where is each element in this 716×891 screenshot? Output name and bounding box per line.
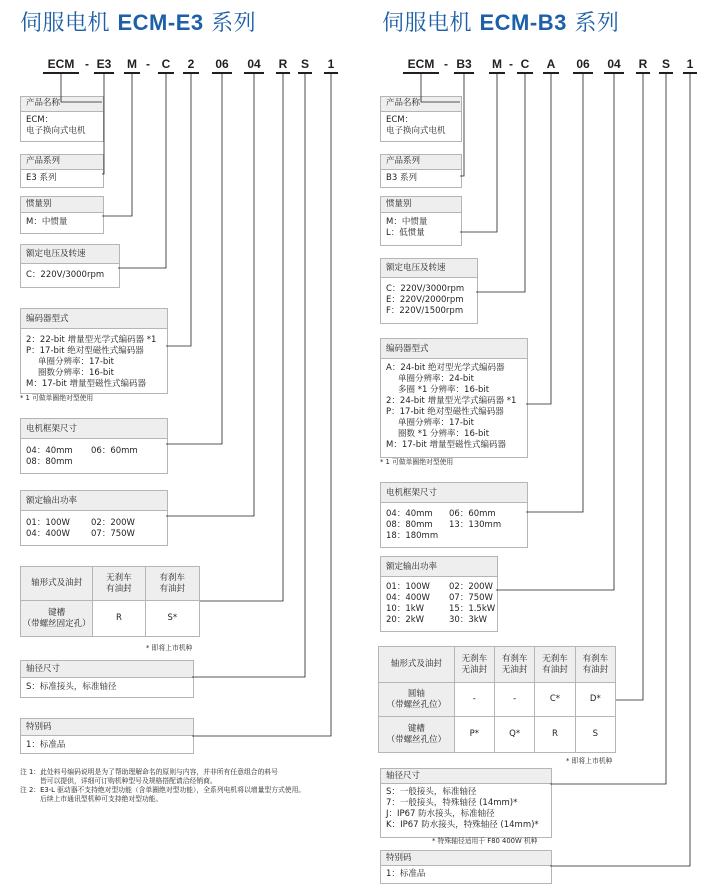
shaft-table-footnote: * 即将上市机种 [146, 644, 193, 652]
box-line: B3 系列 [386, 173, 417, 183]
code-segment: 1 [327, 57, 335, 71]
code-dash: - [444, 57, 448, 71]
box-header: 编码器型式 [386, 344, 429, 354]
box-header: 轴径尺寸 [26, 664, 61, 674]
table-cell: S* [145, 601, 199, 637]
left-title-suffix: 系列 [203, 11, 257, 36]
code-segment: 2 [187, 57, 195, 71]
box-line: 04：40mm [386, 509, 433, 519]
box-line: 01：100W [26, 518, 70, 528]
table-row-label: 键槽 （带螺丝孔位） [379, 717, 455, 753]
box-line: 15：1.5kW [449, 604, 496, 614]
box-line: C：220V/3000rpm [26, 270, 105, 280]
table-cell: Q* [494, 717, 534, 753]
box-line: 1：标准品 [386, 869, 426, 879]
box-line: ECM： [386, 115, 414, 125]
table-header: 无刹车 有油封 [93, 567, 145, 601]
box-line: M：17-bit 增量型磁性式编码器 [26, 379, 147, 389]
table-header: 有刹车 有油封 [145, 567, 199, 601]
footnote-line: 后续上市通讯型机种可支持绝对型功能。 [40, 795, 163, 803]
shaft-diameter-footnote: * 特殊轴径适用于 F80 400W 机种 [432, 837, 538, 845]
code-segment: B3 [456, 57, 472, 71]
box-line: L：低惯量 [386, 228, 425, 238]
code-segment: S [300, 57, 309, 71]
box-header: 特别码 [386, 853, 412, 863]
box-line: 2：24-bit 增量型光学式编码器 *1 [386, 396, 517, 406]
box-header: 额定电压及转速 [386, 263, 446, 273]
right-title-prefix: 伺服电机 [382, 11, 480, 36]
code-segment: M [492, 57, 502, 71]
box-line: 04：40mm [26, 446, 73, 456]
box-line: M：中惯量 [386, 217, 428, 227]
box-line: 圈数 *1 分辨率：16-bit [398, 429, 490, 439]
box-header: 电机框架尺寸 [386, 488, 438, 498]
box-line: 10：1kW [386, 604, 425, 614]
box-line: 06：60mm [91, 446, 138, 456]
box-line: 7：一般接头，特殊轴径 (14mm)* [386, 798, 518, 808]
code-segment: 04 [247, 57, 261, 71]
code-segment: 1 [686, 57, 694, 71]
code-segment: E3 [96, 57, 112, 71]
box-header: 额定输出功率 [26, 496, 78, 506]
box-line: P：17-bit 绝对型磁性式编码器 [386, 407, 504, 417]
table-header: 轴形式及油封 [379, 647, 455, 683]
box-line: 单圈分辨率：24-bit [398, 374, 474, 384]
code-segment: R [638, 57, 648, 71]
box-line: 30：3kW [449, 615, 488, 625]
table-header: 无刹车 有油封 [535, 647, 575, 683]
right-title-model: ECM-B3 [479, 10, 567, 35]
code-segment: C [520, 57, 530, 71]
table-cell: D* [575, 683, 615, 717]
left-title-model: ECM-E3 [117, 10, 204, 35]
box-header: 产品系列 [386, 156, 421, 166]
box-line: 08：80mm [386, 520, 433, 530]
code-segment: 06 [576, 57, 590, 71]
box-line: 单圈分辨率：17-bit [398, 418, 474, 428]
box-line: 01：100W [386, 582, 430, 592]
table-cell: S [575, 717, 615, 753]
box-header: 惯量别 [386, 199, 412, 209]
box-line: 02：200W [449, 582, 493, 592]
footnote-line: 注 1：此处料号编码说明是为了帮助理解命名的原则与内容，并非所有任意组合的料号 [20, 768, 278, 776]
table-header: 有刹车 有油封 [575, 647, 615, 683]
table-header: 有刹车 无油封 [494, 647, 534, 683]
box-line: 08：80mm [26, 457, 73, 467]
box-line: 13：130mm [449, 520, 502, 530]
code-segment: 04 [607, 57, 621, 71]
box-line: 电子换向式电机 [26, 126, 86, 136]
code-segment: S [661, 57, 670, 71]
shaft-table-footnote: * 即将上市机种 [566, 757, 613, 765]
box-header: 产品名称 [386, 98, 421, 108]
box-line: 1：标准品 [26, 740, 66, 750]
code-dash: - [85, 57, 89, 71]
box-header: 编码器型式 [26, 314, 69, 324]
box-line: 06：60mm [449, 509, 496, 519]
encoder-footnote: * 1 可做单圈绝对型使用 [380, 458, 454, 466]
right-title-suffix: 系列 [566, 11, 620, 36]
box-line: M：中惯量 [26, 217, 68, 227]
table-cell: C* [535, 683, 575, 717]
code-segment: 06 [215, 57, 229, 71]
box-line: A：24-bit 绝对型光学式编码器 [386, 363, 505, 373]
code-segment: R [278, 57, 288, 71]
code-segment: A [546, 57, 556, 71]
box-line: 多圈 *1 分辨率：16-bit [398, 385, 490, 395]
box-header: 产品系列 [26, 156, 61, 166]
box-line: K：IP67 防水接头，特殊轴径 (14mm)* [386, 820, 539, 830]
table-cell: R [93, 601, 145, 637]
box-line: F：220V/1500rpm [386, 306, 464, 316]
table-cell: P* [454, 717, 494, 753]
code-segment: ECM [407, 57, 435, 71]
code-segment: C [161, 57, 171, 71]
box-line: 04：400W [26, 529, 70, 539]
box-line: 圈数分辨率：16-bit [38, 368, 114, 378]
box-line: S：标准接头，标准轴径 [26, 682, 117, 692]
box-header: 轴径尺寸 [386, 771, 421, 781]
left-title-prefix: 伺服电机 [20, 11, 118, 36]
box-line: M：17-bit 增量型磁性式编码器 [386, 440, 507, 450]
encoder-footnote: * 1 可做单圈绝对型使用 [20, 394, 94, 402]
box-header: 电机框架尺寸 [26, 424, 78, 434]
table-header: 轴形式及油封 [21, 567, 93, 601]
footnote-line: 皆可以提供，详细可订购机种型号及规格搭配请洽经销商。 [40, 777, 217, 785]
table-cell: R [535, 717, 575, 753]
box-line: 18：180mm [386, 531, 439, 541]
box-line: 电子换向式电机 [386, 126, 446, 136]
table-row-label: 键槽 （带螺丝固定孔） [21, 601, 93, 637]
box-line: J：IP67 防水接头，标准轴径 [386, 809, 495, 819]
table-header: 无刹车 无油封 [454, 647, 494, 683]
box-line: 04：400W [386, 593, 430, 603]
box-line: 02：200W [91, 518, 135, 528]
footnote-line: 注 2：E3-L 驱动器不支持绝对型功能（含单圈绝对型功能），全系列电机将以增量型方式使用。 [20, 786, 306, 794]
box-line: P：17-bit 绝对型磁性式编码器 [26, 346, 144, 356]
box-line: 单圈分辨率：17-bit [38, 357, 114, 367]
box-line: 2：22-bit 增量型光学式编码器 *1 [26, 335, 157, 345]
box-line: S：一般接头，标准轴径 [386, 787, 477, 797]
box-header: 额定电压及转速 [26, 249, 86, 259]
box-line: 07：750W [449, 593, 493, 603]
box-line: C：220V/3000rpm [386, 284, 465, 294]
table-cell: - [494, 683, 534, 717]
box-header: 特别码 [26, 722, 52, 732]
box-line: E：220V/2000rpm [386, 295, 464, 305]
table-cell: - [454, 683, 494, 717]
code-segment: ECM [47, 57, 75, 71]
box-line: E3 系列 [26, 173, 57, 183]
box-header: 额定输出功率 [386, 562, 438, 572]
box-header: 产品名称 [26, 98, 61, 108]
box-header: 惯量别 [26, 199, 52, 209]
code-segment: M [127, 57, 137, 71]
box-line: 20：2kW [386, 615, 425, 625]
table-row-label: 圆轴 （带螺丝孔位） [379, 683, 455, 717]
code-dash: - [146, 57, 150, 71]
code-dash: - [509, 57, 513, 71]
box-line: ECM： [26, 115, 54, 125]
box-line: 07：750W [91, 529, 135, 539]
